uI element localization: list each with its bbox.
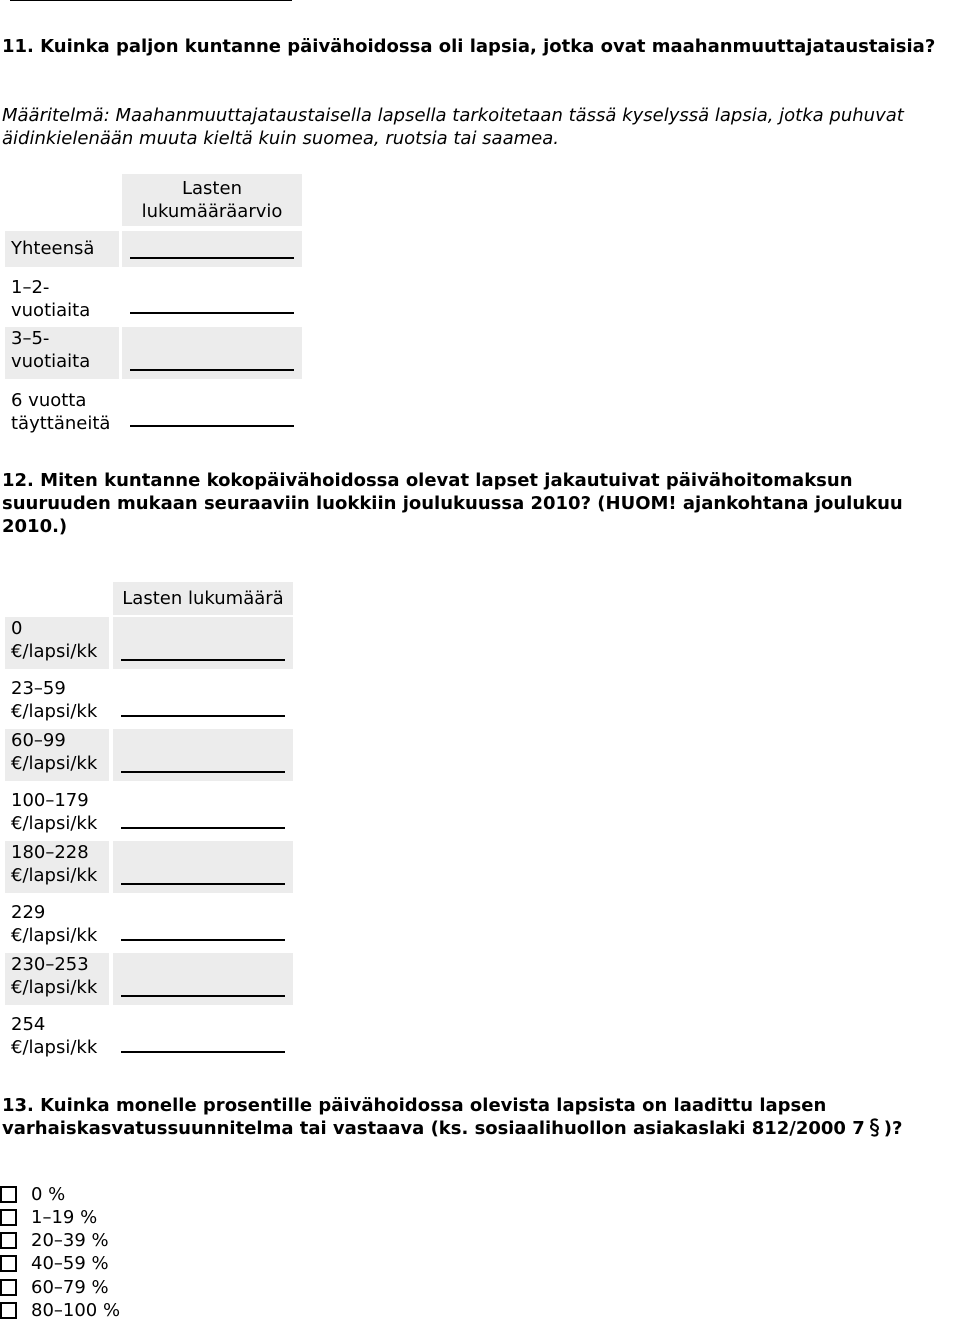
input-underline — [121, 939, 285, 941]
q11-heading: 11. Kuinka paljon kuntanne päivähoidossa oli lapsia, jotka ovat maahanmuuttajataustaisia? — [2, 36, 936, 57]
checkbox[interactable] — [0, 1232, 17, 1249]
q12-input-230-253[interactable] — [113, 953, 293, 1005]
input-underline — [121, 883, 285, 885]
input-underline — [130, 257, 294, 259]
q11-definition: Määritelmä: Maahanmuuttajataustaisella lapsella tarkoitetaan tässä kyselyssä lapsia, jotka puhuvat äidinkielenään muuta kieltä kuin suomea, ruotsia tai saamea. — [2, 105, 904, 149]
q12-row-label-254: 254 €/lapsi/kk — [11, 1014, 98, 1058]
q12-input-60-99[interactable] — [113, 729, 293, 781]
option-label: 1–19 % — [31, 1207, 98, 1228]
option-label: 20–39 % — [31, 1230, 109, 1251]
q11-row-label-3-5: 3–5-vuotiaita — [5, 327, 119, 379]
option-label: 80–100 % — [31, 1300, 121, 1321]
q12-row-label-230-253: 230–253 €/lapsi/kk — [5, 953, 109, 1005]
q12-heading: 12. Miten kuntanne kokopäivähoidossa olevat lapset jakautuivat päivähoitomaksun suuruuden mukaan seuraaviin luokkiin joulukuussa 2010? (HUOM! ajankohtana joulukuu 2010.) — [2, 470, 903, 537]
q13-heading-text: 13. Kuinka monelle prosentille päivähoidossa olevista lapsista on laadittu lapsen varhaiskasvatussuunnitelma tai vastaava (ks. sosiaalihuollon asiakaslaki 812/2000 7 — [2, 1095, 865, 1139]
q13-heading-end: )? — [883, 1118, 903, 1139]
checkbox[interactable] — [0, 1279, 17, 1296]
q12-input-254[interactable] — [113, 1009, 293, 1061]
q12-input-229[interactable] — [113, 897, 293, 949]
q13-option-40-59[interactable] — [0, 1252, 109, 1275]
option-label: 0 % — [31, 1184, 66, 1205]
q12-input-0[interactable] — [113, 617, 293, 669]
q11-row-label-total: Yhteensä — [5, 231, 119, 267]
checkbox[interactable] — [0, 1302, 17, 1319]
input-underline — [121, 995, 285, 997]
input-underline — [121, 1051, 285, 1053]
q12-input-23-59[interactable] — [113, 673, 293, 725]
q13-option-60-79[interactable] — [0, 1276, 109, 1299]
q11-column-header: Lasten lukumääräarvio — [122, 174, 302, 226]
input-underline — [121, 771, 285, 773]
q12-column-header: Lasten lukumäärä — [113, 582, 293, 615]
q11-row-label-1-2: 1–2-vuotiaita — [11, 277, 91, 321]
checkbox[interactable] — [0, 1209, 17, 1226]
q12-row-label-229: 229 €/lapsi/kk — [11, 902, 98, 946]
top-rule — [10, 0, 292, 1]
input-underline — [130, 312, 294, 314]
q13-option-20-39[interactable] — [0, 1229, 109, 1252]
input-underline — [121, 659, 285, 661]
q12-row-label-180-228: 180–228 €/lapsi/kk — [5, 841, 109, 893]
q13-heading — [2, 1094, 957, 1140]
q12-row-label-0: 0 €/lapsi/kk — [5, 617, 109, 669]
q11-input-3-5[interactable] — [122, 327, 302, 379]
q11-input-1-2[interactable] — [122, 276, 302, 322]
section-sign-icon — [869, 1118, 880, 1137]
checkbox[interactable] — [0, 1186, 17, 1203]
q13-option-0[interactable] — [0, 1183, 65, 1206]
input-underline — [121, 715, 285, 717]
q12-input-180-228[interactable] — [113, 841, 293, 893]
option-label: 40–59 % — [31, 1253, 109, 1274]
option-label: 60–79 % — [31, 1277, 109, 1298]
q11-input-total[interactable] — [122, 231, 302, 267]
input-underline — [121, 827, 285, 829]
input-underline — [130, 369, 294, 371]
checkbox[interactable] — [0, 1255, 17, 1272]
q12-row-label-60-99: 60–99 €/lapsi/kk — [5, 729, 109, 781]
q12-input-100-179[interactable] — [113, 785, 293, 837]
q11-row-label-6: 6 vuotta täyttäneitä — [11, 390, 111, 434]
q11-input-6[interactable] — [122, 389, 302, 435]
q12-row-label-100-179: 100–179 €/lapsi/kk — [11, 790, 98, 834]
input-underline — [130, 425, 294, 427]
q12-row-label-23-59: 23–59 €/lapsi/kk — [11, 678, 98, 722]
q13-option-1-19[interactable] — [0, 1206, 97, 1229]
